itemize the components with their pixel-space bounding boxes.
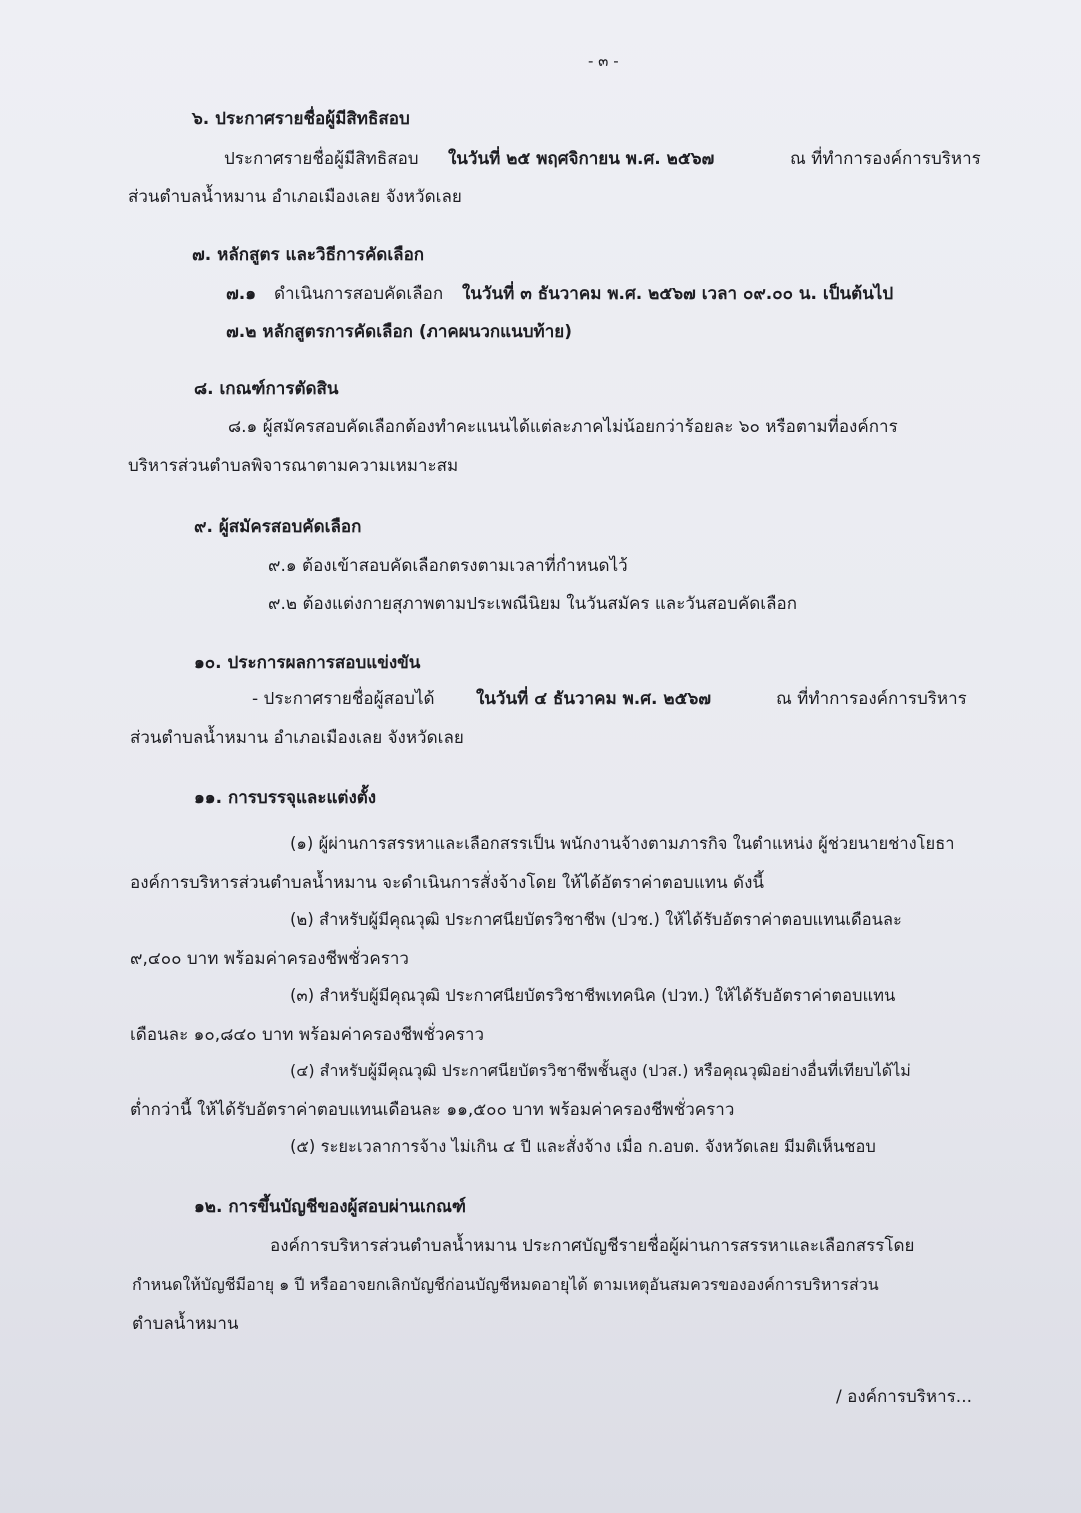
section-6-line-2: ส่วนตำบลน้ำหมาน อำเภอเมืองเลย จังหวัดเลย — [128, 187, 462, 207]
section-10-date: ในวันที่ ๔ ธันวาคม พ.ศ. ๒๕๖๗ — [476, 689, 712, 709]
section-12-heading: ๑๒. การขึ้นบัญชีของผู้สอบผ่านเกณฑ์ — [194, 1197, 466, 1217]
section-8-line-1: ๘.๑ ผู้สมัครสอบคัดเลือกต้องทำคะแนนได้แต่ละภาคไม่น้อยกว่าร้อยละ ๖๐ หรือตามที่องค์การ — [228, 417, 898, 437]
section-12-line-1: องค์การบริหารส่วนตำบลน้ำหมาน ประกาศบัญชีรายชื่อผู้ผ่านการสรรหาและเลือกสรรโดย — [270, 1236, 915, 1256]
section-12-line-2: กำหนดให้บัญชีมีอายุ ๑ ปี หรืออาจยกเลิกบัญชีก่อนบัญชีหมดอายุได้ ตามเหตุอันสมควรขององค์การบริหารส่วน — [132, 1275, 879, 1294]
section-9-heading: ๙. ผู้สมัครสอบคัดเลือก — [194, 517, 362, 537]
section-10-line-1-part-3: ณ ที่ทำการองค์การบริหาร — [776, 689, 967, 709]
section-11-para-4-line-1: (๔) สำหรับผู้มีคุณวุฒิ ประกาศนียบัตรวิชาชีพชั้นสูง (ปวส.) หรือคุณวุฒิอย่างอื่นที่เทียบได้ไม่ — [290, 1061, 911, 1080]
section-9-item-2: ๙.๒ ต้องแต่งกายสุภาพตามประเพณีนิยม ในวันสมัคร และวันสอบคัดเลือก — [268, 594, 798, 614]
section-8-line-2: บริหารส่วนตำบลพิจารณาตามความเหมาะสม — [128, 456, 459, 476]
section-9-item-1: ๙.๑ ต้องเข้าสอบคัดเลือกตรงตามเวลาที่กำหนดไว้ — [268, 556, 628, 576]
section-11-para-2-line-2: ๙,๔๐๐ บาท พร้อมค่าครองชีพชั่วคราว — [130, 949, 409, 969]
section-10-heading: ๑๐. ประการผลการสอบแข่งขัน — [194, 653, 421, 673]
section-6-date: ในวันที่ ๒๕ พฤศจิกายน พ.ศ. ๒๕๖๗ — [448, 149, 715, 169]
section-7-item-1-date: ในวันที่ ๓ ธันวาคม พ.ศ. ๒๕๖๗ เวลา ๐๙.๐๐ น. เป็นต้นไป — [462, 284, 894, 304]
section-7-item-2: ๗.๒ หลักสูตรการคัดเลือก (ภาคผนวกแนบท้าย) — [226, 322, 573, 342]
section-8-heading: ๘. เกณฑ์การตัดสิน — [194, 379, 339, 399]
section-10-line-1-part-1: - ประกาศรายชื่อผู้สอบได้ — [252, 689, 435, 709]
section-11-para-1-line-1: (๑) ผู้ผ่านการสรรหาและเลือกสรรเป็น พนักงานจ้างตามภารกิจ ในตำแหน่ง ผู้ช่วยนายช่างโยธา — [290, 834, 955, 853]
section-11-para-5: (๕) ระยะเวลาการจ้าง ไม่เกิน ๔ ปี และสั่งจ้าง เมื่อ ก.อบต. จังหวัดเลย มีมติเห็นชอบ — [290, 1137, 876, 1156]
section-11-heading: ๑๑. การบรรจุและแต่งตั้ง — [194, 788, 377, 808]
section-11-para-3-line-2: เดือนละ ๑๐,๘๔๐ บาท พร้อมค่าครองชีพชั่วคราว — [130, 1025, 485, 1045]
section-10-line-2: ส่วนตำบลน้ำหมาน อำเภอเมืองเลย จังหวัดเลย — [130, 728, 464, 748]
section-12-line-3: ตำบลน้ำหมาน — [132, 1314, 239, 1334]
section-7-item-1-number: ๗.๑ — [226, 284, 257, 304]
section-11-para-3-line-1: (๓) สำหรับผู้มีคุณวุฒิ ประกาศนียบัตรวิชาชีพเทคนิค (ปวท.) ให้ได้รับอัตราค่าตอบแทน — [290, 986, 896, 1005]
section-6-line-1-part-1: ประกาศรายชื่อผู้มีสิทธิสอบ — [224, 149, 419, 169]
section-6-heading: ๖. ประกาศรายชื่อผู้มีสิทธิสอบ — [192, 109, 410, 129]
section-11-para-2-line-1: (๒) สำหรับผู้มีคุณวุฒิ ประกาศนียบัตรวิชาชีพ (ปวช.) ให้ได้รับอัตราค่าตอบแทนเดือนละ — [290, 910, 902, 929]
page-number: - ๓ - — [588, 52, 619, 70]
section-11-para-1-line-2: องค์การบริหารส่วนตำบลน้ำหมาน จะดำเนินการสั่งจ้างโดย ให้ได้อัตราค่าตอบแทน ดังนี้ — [130, 873, 764, 893]
continuation-note: / องค์การบริหาร... — [836, 1387, 972, 1407]
section-7-item-1-text: ดำเนินการสอบคัดเลือก — [274, 284, 444, 304]
section-6-line-1-part-3: ณ ที่ทำการองค์การบริหาร — [790, 149, 981, 169]
section-11-para-4-line-2: ต่ำกว่านี้ ให้ได้รับอัตราค่าตอบแทนเดือนละ ๑๑,๕๐๐ บาท พร้อมค่าครองชีพชั่วคราว — [130, 1100, 735, 1120]
section-7-heading: ๗. หลักสูตร และวิธีการคัดเลือก — [192, 245, 425, 265]
